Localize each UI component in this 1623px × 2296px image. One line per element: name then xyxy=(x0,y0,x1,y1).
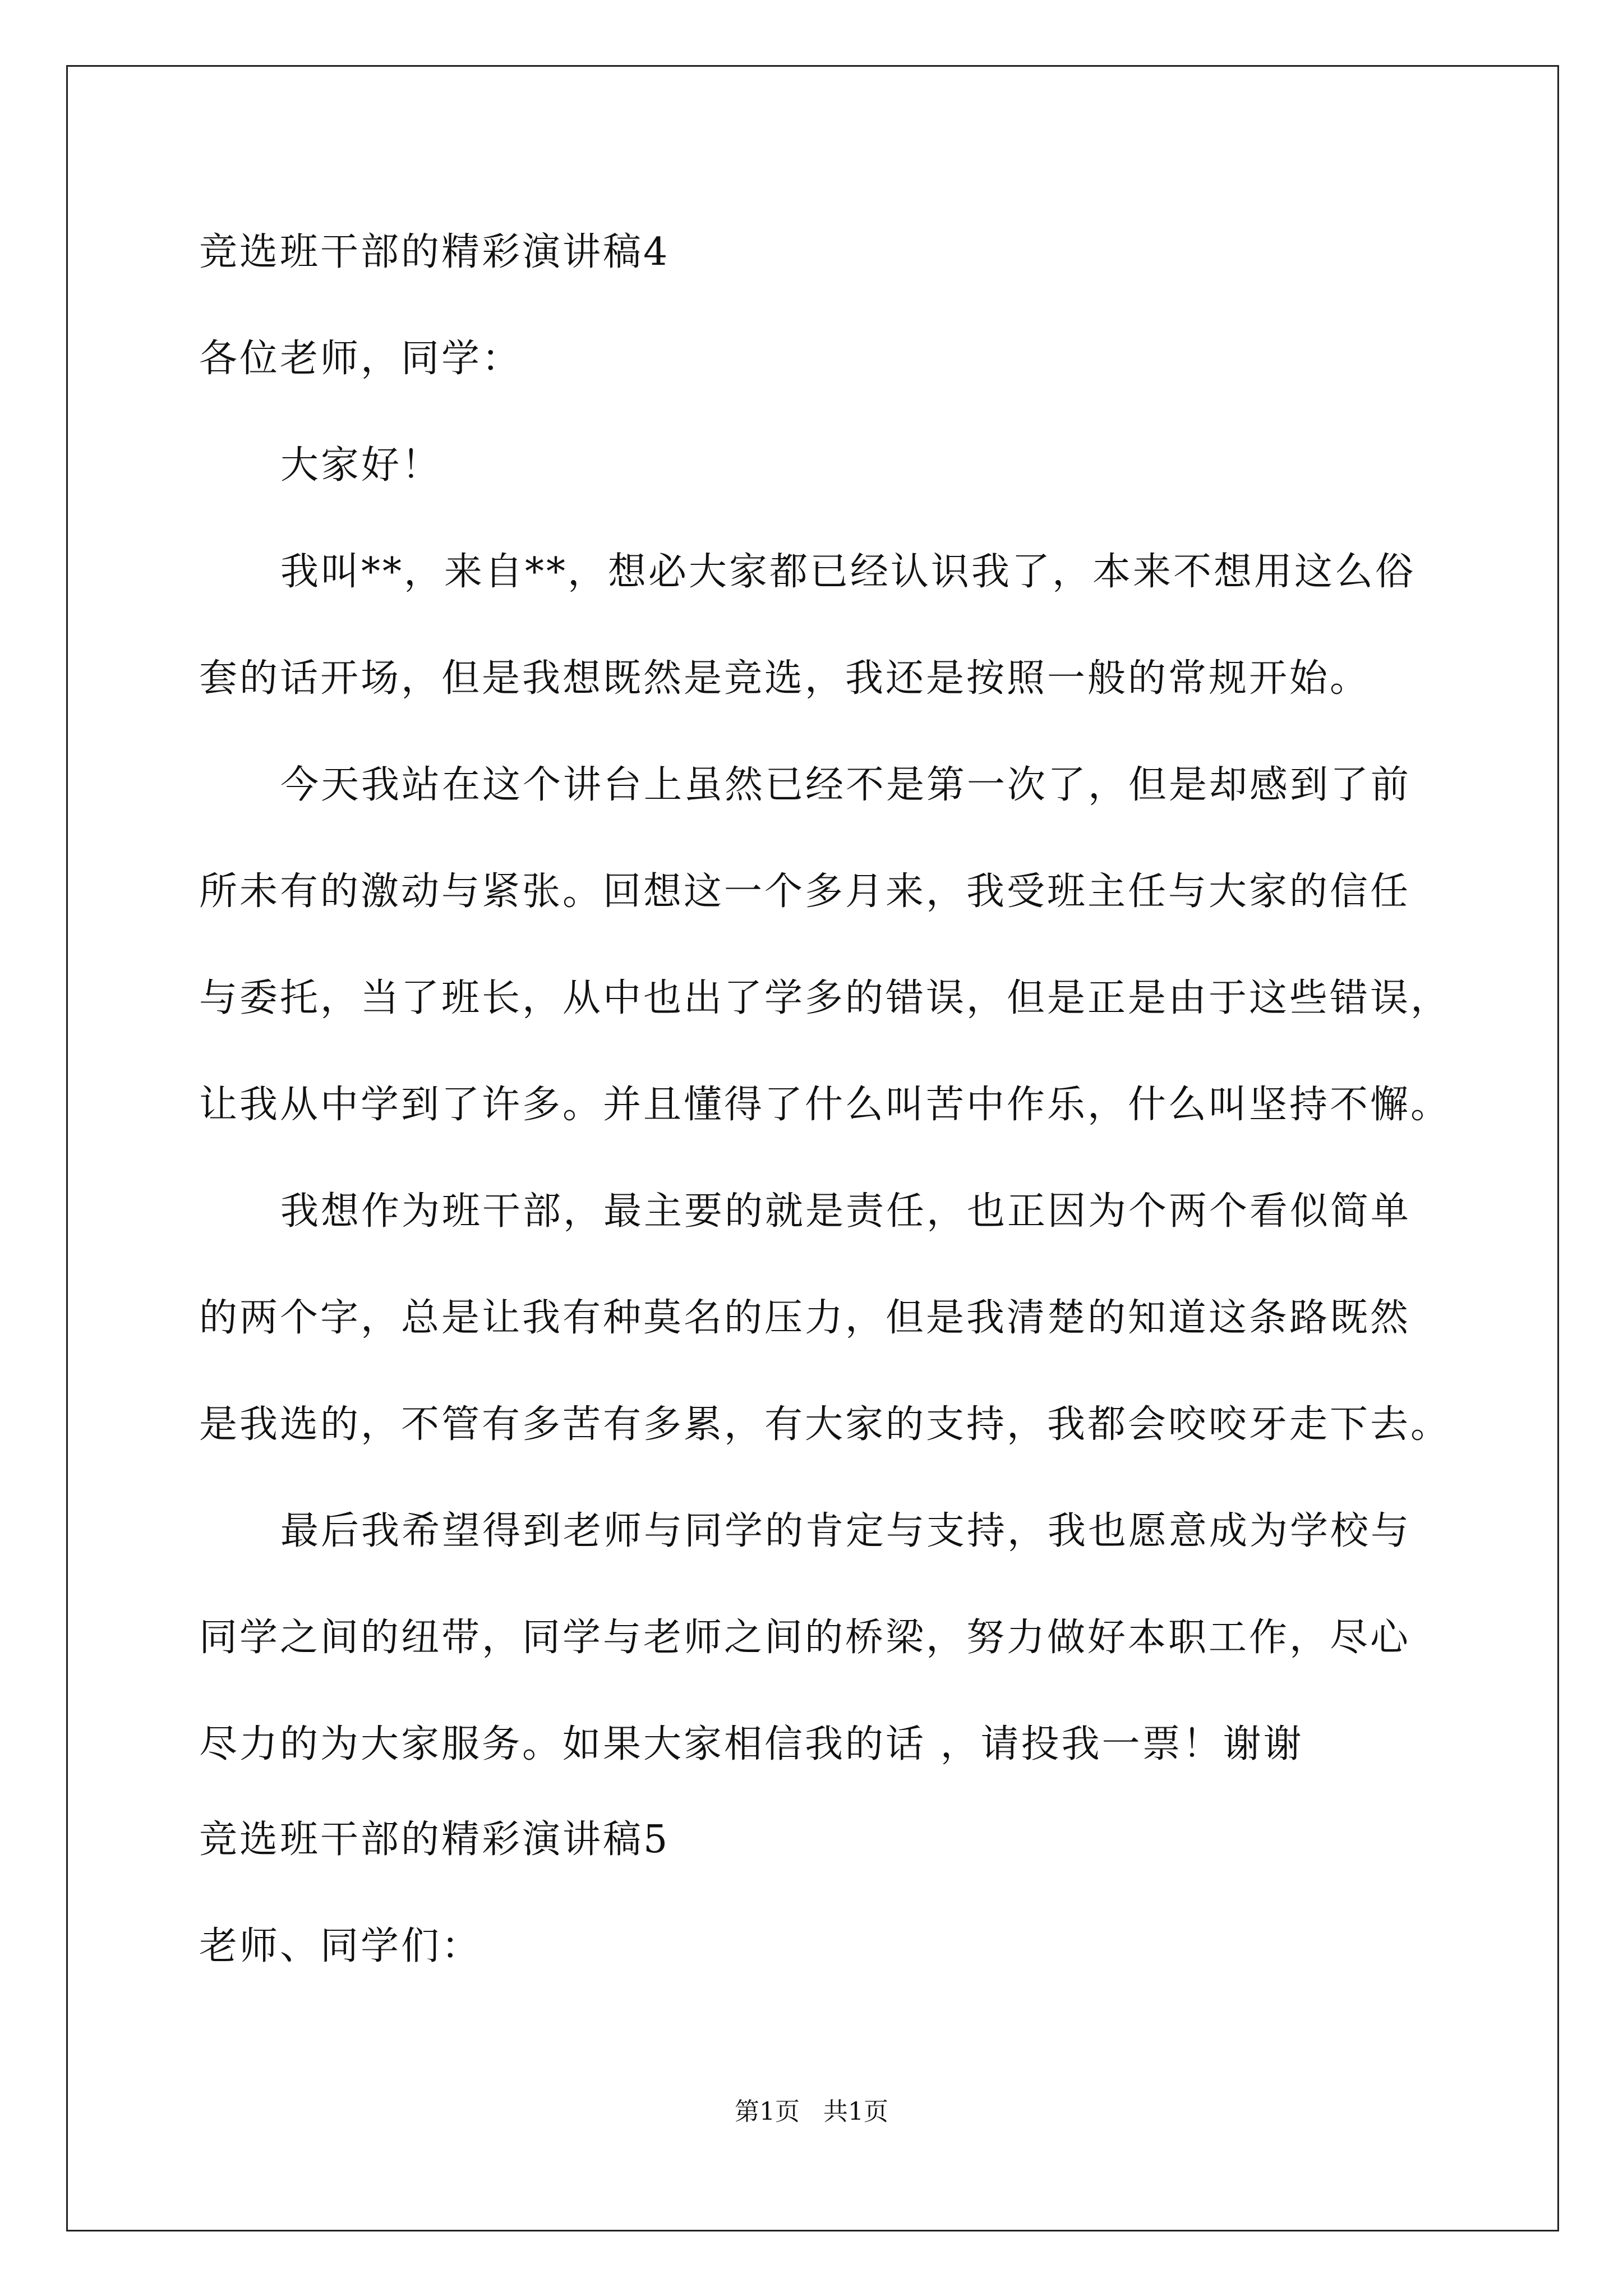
paragraph-line: 我叫**，来自**，想必大家都已经认识我了，本来不想用这么俗 xyxy=(280,550,1416,594)
greeting: 大家好！ xyxy=(280,443,442,487)
salutation: 老师、同学们： xyxy=(199,1924,482,1968)
paragraph-line: 的两个字，总是让我有种莫名的压力，但是我清楚的知道这条路既然 xyxy=(199,1296,1411,1340)
paragraph-line: 今天我站在这个讲台上虽然已经不是第一次了，但是却感到了前 xyxy=(280,763,1412,807)
section-title-5: 竞选班干部的精彩演讲稿5 xyxy=(199,1818,670,1862)
paragraph-line: 所未有的激动与紧张。回想这一个多月来，我受班主任与大家的信任 xyxy=(199,869,1411,914)
page-border xyxy=(66,65,1559,2231)
paragraph-line: 最后我希望得到老师与同学的肯定与支持，我也愿意成为学校与 xyxy=(280,1509,1412,1553)
paragraph-line: 与委托，当了班长，从中也出了学多的错误，但是正是由于这些错误， xyxy=(199,976,1451,1020)
paragraph-line: 尽力的为大家服务。如果大家相信我的话 ，请投我一票！谢谢 xyxy=(199,1722,1304,1766)
paragraph-line: 是我选的，不管有多苦有多累，有大家的支持，我都会咬咬牙走下去。 xyxy=(199,1402,1451,1447)
salutation: 各位老师，同学： xyxy=(199,337,523,381)
page-footer: 第1页 共1页 xyxy=(735,2097,888,2126)
paragraph-line: 让我从中学到了许多。并且懂得了什么叫苦中作乐，什么叫坚持不懈。 xyxy=(199,1083,1451,1127)
paragraph-line: 套的话开场，但是我想既然是竞选，我还是按照一般的常规开始。 xyxy=(199,656,1371,701)
paragraph-line: 同学之间的纽带，同学与老师之间的桥梁，努力做好本职工作，尽心 xyxy=(199,1616,1411,1660)
paragraph-line: 我想作为班干部，最主要的就是责任，也正因为个两个看似简单 xyxy=(280,1189,1412,1234)
section-title-4: 竞选班干部的精彩演讲稿4 xyxy=(199,230,670,274)
